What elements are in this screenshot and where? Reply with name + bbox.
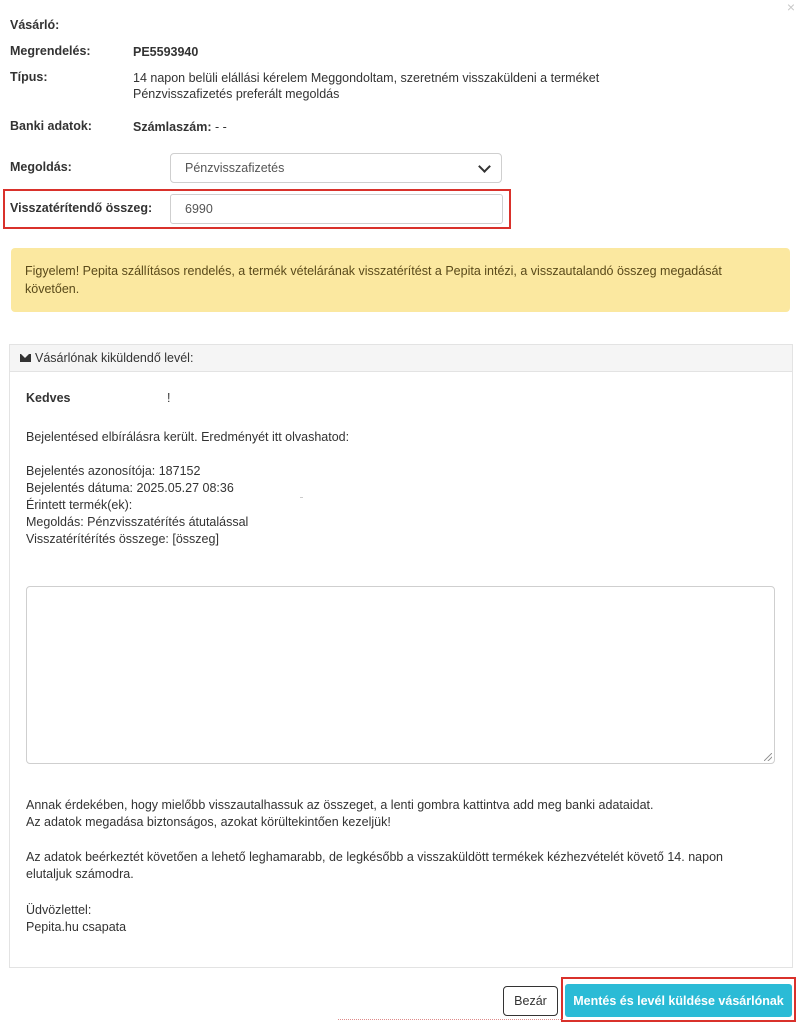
- resize-handle-icon[interactable]: [764, 753, 772, 761]
- letter-amount-line: Visszatérítérítés összege: [összeg]: [26, 532, 219, 546]
- customer-label: Vásárló:: [10, 18, 60, 32]
- letter-greeting: Kedves: [26, 391, 71, 405]
- modal-close-icon[interactable]: ×: [786, 0, 795, 15]
- solution-label: Megoldás:: [10, 160, 72, 174]
- letter-date-line: Bejelentés dátuma: 2025.05.27 08:36: [26, 481, 234, 495]
- letter-para2-line2: elutaljuk számodra.: [26, 867, 134, 881]
- type-line-2: Pénzvisszafizetés preferált megoldás: [133, 87, 340, 101]
- bank-label: Banki adatok:: [10, 119, 92, 133]
- chevron-down-icon: [478, 160, 491, 173]
- bank-account-label: Számlaszám:: [133, 120, 212, 134]
- type-value: [133, 70, 599, 102]
- solution-row: [10, 160, 72, 174]
- solution-select[interactable]: [170, 153, 502, 183]
- type-label: Típus:: [10, 70, 48, 84]
- order-row: [10, 44, 198, 60]
- letter-closing: Üdvözlettel:: [26, 903, 92, 917]
- letter-para2-line1: Az adatok beérkeztét követően a lehető leghamarabb, de legkésőbb a visszaküldött termékek kézhezvételét követő 14. napon: [26, 850, 723, 864]
- letter-products-line: Érintett termék(ek):: [26, 498, 133, 512]
- envelope-icon: [20, 354, 31, 362]
- save-and-send-button[interactable]: Mentés és levél küldése vásárlónak: [565, 984, 792, 1017]
- letter-para1-line2: Az adatok megadása biztonságos, azokat körültekintően kezeljük!: [26, 815, 391, 829]
- letter-signature: Pepita.hu csapata: [26, 920, 127, 934]
- refund-amount-input[interactable]: [170, 194, 503, 224]
- warning-text: Figyelem! Pepita szállításos rendelés, a termék vételárának visszatérítést a Pepita intézi, a visszautalandó összeg megadását követően.: [25, 264, 722, 296]
- amount-label: Visszatérítendő összeg:: [10, 201, 153, 215]
- warning-alert: [11, 248, 790, 312]
- customer-row: [10, 18, 133, 32]
- refund-amount-value: 6990: [185, 202, 213, 216]
- letter-greeting-end: !: [167, 391, 171, 405]
- letter-solution-line: Megoldás: Pénzvisszatérítés átutalással: [26, 515, 249, 529]
- divider-speck: [300, 497, 303, 498]
- dotted-underline: [338, 1019, 563, 1020]
- letter-message-textarea[interactable]: [26, 586, 775, 764]
- type-line-1: 14 napon belüli elállási kérelem Meggondoltam, szeretném visszaküldeni a terméket: [133, 71, 600, 85]
- letter-panel-header: [10, 345, 792, 372]
- type-row: [10, 70, 599, 102]
- order-label: Megrendelés:: [10, 44, 91, 58]
- order-number: PE5593940: [133, 45, 199, 59]
- bank-value: [133, 119, 227, 135]
- amount-row: [10, 201, 152, 215]
- letter-para1-line1: Annak érdekében, hogy mielőbb visszautalhassuk az összeget, a lenti gombra kattintva add meg banki adataidat.: [26, 798, 654, 812]
- bank-account-value: - -: [215, 120, 227, 134]
- bank-row: [10, 119, 227, 135]
- close-button[interactable]: Bezár: [503, 986, 558, 1016]
- letter-panel-title: Vásárlónak kiküldendő levél:: [35, 351, 194, 365]
- letter-id-line: Bejelentés azonosítója: 187152: [26, 464, 201, 478]
- solution-selected-value: Pénzvisszafizetés: [185, 161, 285, 175]
- letter-intro: Bejelentésed elbírálásra került. Eredményét itt olvashatod:: [26, 430, 350, 444]
